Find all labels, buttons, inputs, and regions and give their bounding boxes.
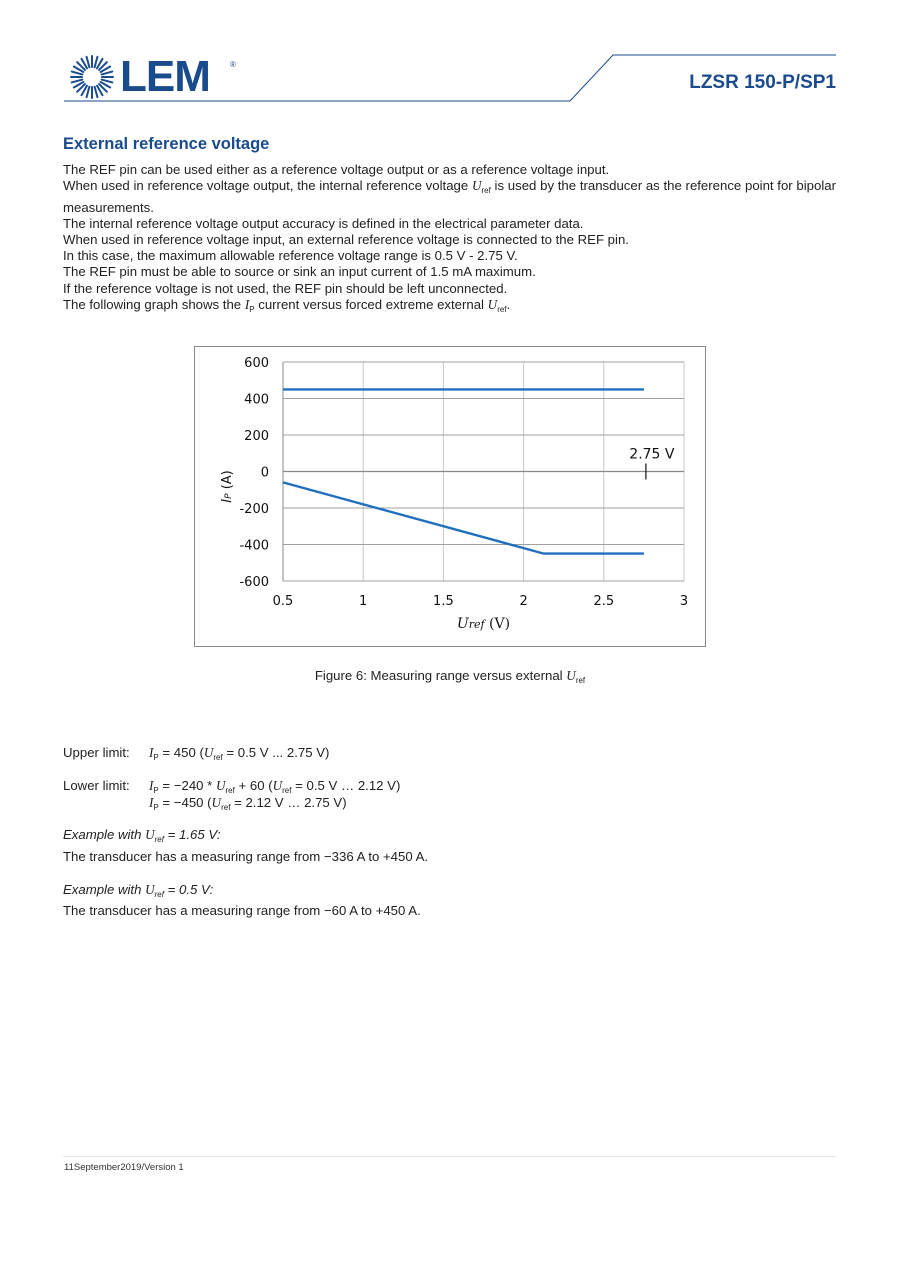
document-id: LZSR 150-P/SP1 bbox=[689, 72, 836, 93]
y-axis-label: IP (A) bbox=[220, 470, 235, 503]
upper-limit-formula: $I_P = 450$ ($U_{ref} = 0.5$ V ... 2.75 V) bbox=[149, 745, 330, 762]
upper-limit-label: Upper limit: bbox=[63, 745, 130, 760]
logo: LEM bbox=[120, 52, 210, 101]
examples-block bbox=[63, 827, 836, 920]
x-tick-label: 0.5 bbox=[272, 594, 294, 609]
y-tick-label: 600 bbox=[244, 356, 269, 371]
x-tick-label: 1.5 bbox=[433, 594, 454, 609]
sunburst-ray bbox=[87, 87, 90, 98]
section-body bbox=[63, 162, 836, 318]
section-content bbox=[63, 136, 836, 318]
lower-limit-label: Lower limit: bbox=[63, 778, 130, 793]
lower-limit-row bbox=[63, 778, 836, 795]
x-tick-label: 2 bbox=[519, 594, 528, 609]
paragraph: The internal reference voltage output accuracy is defined in the electrical parameter data. bbox=[63, 215, 584, 231]
paragraph: When used in reference voltage output, the internal reference voltage $U_{ref}$ is used by the transducer as the reference point for bipolar measurements. bbox=[63, 178, 836, 215]
annotation-label: 2.75 V bbox=[629, 446, 675, 463]
measuring-range-chart bbox=[195, 347, 705, 646]
sunburst-ray bbox=[87, 57, 90, 68]
y-tick-label: 0 bbox=[260, 465, 269, 481]
x-axis-label: Uref (V) bbox=[456, 616, 511, 632]
y-tick-label: -400 bbox=[239, 538, 269, 554]
sunburst-icon bbox=[71, 56, 113, 98]
y-tick-label: 400 bbox=[244, 392, 269, 408]
y-tick-label: 200 bbox=[244, 429, 269, 444]
paragraph: The REF pin can be used either as a reference voltage output or as a reference voltage input. bbox=[63, 162, 610, 178]
sunburst-ray bbox=[102, 80, 113, 83]
y-tick-label: -600 bbox=[239, 575, 269, 590]
example-text: The transducer has a measuring range from −336 A to +450 A. bbox=[63, 848, 429, 864]
limits-block bbox=[63, 745, 836, 811]
lower-limit-formula-2: $I_P = -450$ ($U_{ref} = 2.12$ V … 2.75 V) bbox=[149, 794, 347, 812]
upper-limit-row bbox=[63, 745, 836, 762]
paragraph: The following graph shows the $I_P$ current versus forced extreme external $U_{ref}$. bbox=[63, 296, 511, 314]
figure-caption: Figure 6: Measuring range versus external $U_{ref}$ bbox=[314, 668, 586, 685]
lower-limit-formula-1: $I_P = -240 * U_{ref} + 60$ ($U_{ref} = 0.5$ V … 2.12 V) bbox=[149, 778, 401, 795]
x-tick-label: 1 bbox=[359, 594, 368, 609]
sunburst-ray bbox=[95, 57, 98, 68]
paragraph: If the reference voltage is not used, the REF pin should be left unconnected. bbox=[63, 280, 508, 296]
x-tick-label: 3 bbox=[679, 594, 689, 609]
y-tick-label: -200 bbox=[239, 502, 269, 517]
x-tick-label: 2.5 bbox=[593, 594, 615, 609]
chart-frame bbox=[194, 346, 706, 647]
logo-registered-mark: ® bbox=[230, 60, 236, 69]
sunburst-ray bbox=[72, 80, 83, 83]
paragraph: The REF pin must be able to source or sink an input current of 1.5 mA maximum. bbox=[63, 264, 536, 280]
sunburst-ray bbox=[102, 72, 113, 75]
lower-limit-row-2 bbox=[63, 795, 836, 812]
example-text: The transducer has a measuring range from −60 A to +450 A. bbox=[63, 903, 421, 918]
example-heading: Example with $U_{ref} = 0.5$ V: bbox=[63, 881, 214, 899]
example-heading: Example with $U_{ref} = 1.65$ V: bbox=[63, 827, 221, 844]
sunburst-ray bbox=[72, 72, 83, 75]
series-line bbox=[283, 482, 644, 553]
page-header bbox=[0, 0, 900, 110]
footer-version: 11September2019/Version 1 bbox=[64, 1162, 184, 1173]
paragraph: When used in reference voltage input, an external reference voltage is connected to the REF pin. bbox=[63, 232, 629, 248]
sunburst-ray bbox=[95, 87, 98, 98]
footer-divider bbox=[63, 1156, 836, 1157]
section-title: External reference voltage bbox=[63, 135, 270, 153]
paragraph: In this case, the maximum allowable reference voltage range is 0.5 V - 2.75 V. bbox=[63, 248, 518, 264]
